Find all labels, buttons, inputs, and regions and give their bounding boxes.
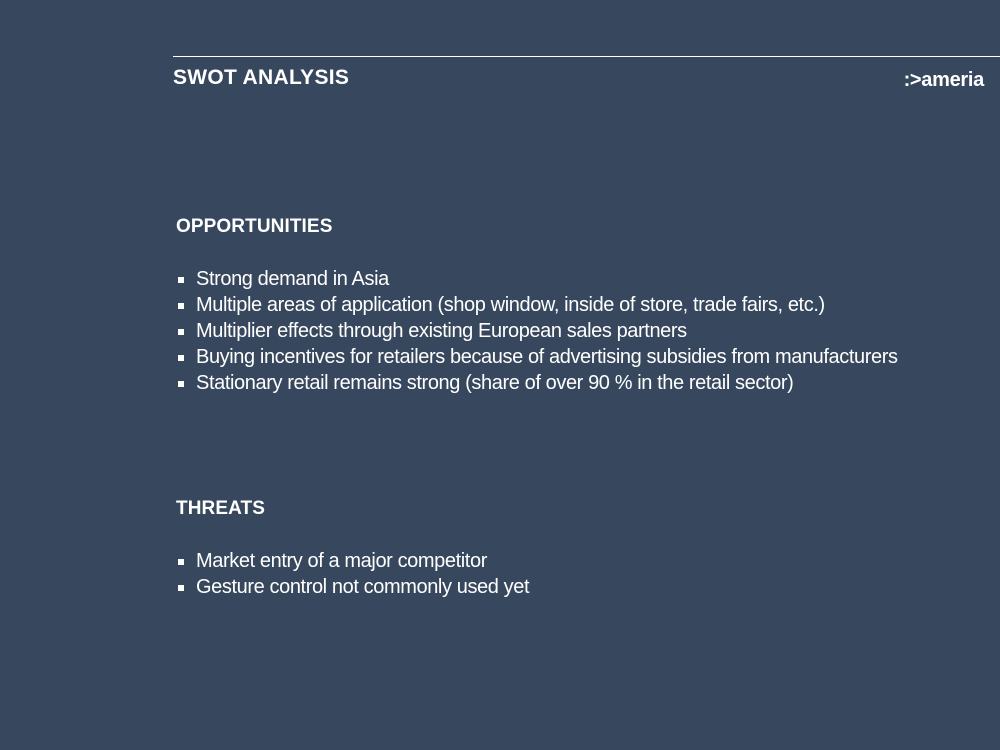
slide-title: SWOT ANALYSIS (173, 66, 350, 89)
square-bullet-icon (178, 277, 184, 283)
threat-text: Market entry of a major competitor (196, 550, 487, 572)
opportunity-text: Stationary retail remains strong (share of over 90 % in the retail sector) (196, 372, 794, 394)
threats-list (176, 548, 529, 600)
opportunity-text: Multiplier effects through existing European sales partners (196, 320, 687, 342)
threats-heading: THREATS (176, 498, 266, 519)
threat-item (176, 548, 529, 574)
opportunity-item (176, 266, 898, 292)
opportunities-list (176, 266, 898, 396)
opportunity-text: Strong demand in Asia (196, 268, 389, 290)
opportunity-item (176, 292, 898, 318)
opportunity-text: Buying incentives for retailers because of advertising subsidies from manufacturers (196, 346, 898, 368)
square-bullet-icon (178, 381, 184, 387)
ameria-logo: :>ameria (903, 69, 984, 91)
opportunity-item (176, 318, 898, 344)
opportunities-section (176, 216, 898, 396)
square-bullet-icon (178, 585, 184, 591)
square-bullet-icon (178, 355, 184, 361)
threat-text: Gesture control not commonly used yet (196, 576, 530, 598)
square-bullet-icon (178, 329, 184, 335)
header-divider (173, 56, 1000, 57)
square-bullet-icon (178, 303, 184, 309)
square-bullet-icon (178, 559, 184, 565)
opportunities-heading: OPPORTUNITIES (176, 216, 333, 237)
opportunity-item (176, 344, 898, 370)
threat-item (176, 574, 529, 600)
threats-section (176, 498, 529, 600)
opportunity-item (176, 370, 898, 396)
opportunity-text: Multiple areas of application (shop window, inside of store, trade fairs, etc.) (196, 294, 825, 316)
